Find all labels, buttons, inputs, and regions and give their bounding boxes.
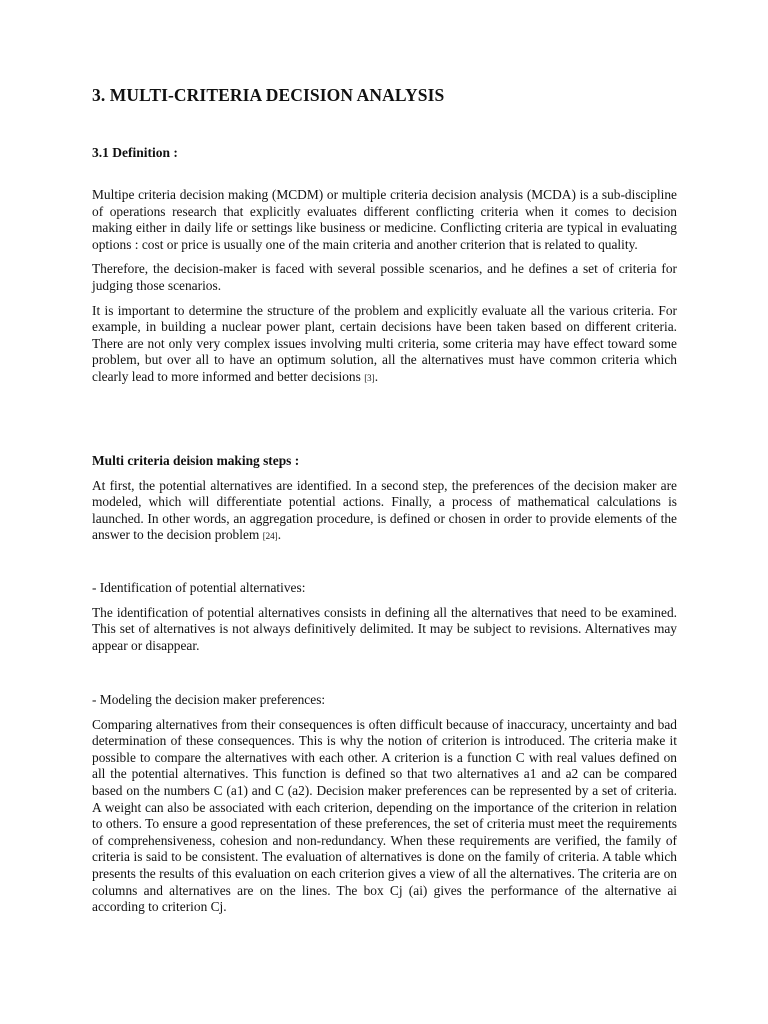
definition-paragraph-3-text: It is important to determine the structure of the problem and explicitly evaluate all the various criteria. For example, in building a nuclear power plant, certain decisions have been taken based on different criteria. There are not only very complex issues involving multi criteria, some criteria may have effect toward some problem, but over all to have an optimum solution, all the alternatives must have common criteria which clearly lead to more informed and better decisions	[92, 302, 677, 384]
modeling-heading: - Modeling the decision maker preferences:	[92, 692, 326, 707]
identification-section	[92, 580, 677, 654]
definition-paragraph-2: Therefore, the decision-maker is faced with several possible scenarios, and he defines a set of criteria for judging those scenarios.	[92, 261, 677, 293]
steps-end: .	[277, 527, 282, 543]
steps-section	[92, 453, 677, 545]
definition-paragraph-3	[92, 303, 677, 387]
modeling-section	[92, 692, 677, 916]
citation-ref: [3]	[364, 372, 375, 383]
steps-heading: Multi criteria deision making steps :	[92, 453, 300, 468]
chapter-title: 3. MULTI-CRITERIA DECISION ANALYSIS	[92, 85, 445, 105]
identification-paragraph: The identification of potential alternatives consists in defining all the alternatives that need to be examined. This set of alternatives is not always definitively delimited. It may be subject to revisions. Alternatives may appear or disappear.	[92, 604, 677, 653]
steps-paragraph	[92, 478, 677, 545]
definition-paragraph-1: Multipe criteria decision making (MCDM) or multiple criteria decision analysis (MCDA) is a sub-discipline of operations research that explicitly evaluates different conflicting criteria when it comes to decision making either in daily life or settings like business or medicine. Conflicting criteria are typical in evaluating options : cost or price is usually one of the main criteria and another criterion that is related to quality.	[92, 187, 677, 252]
citation-ref: [24]	[262, 531, 278, 542]
definition-paragraph-3-end: .	[374, 368, 379, 384]
definition-section	[92, 187, 677, 387]
section-title: 3.1 Definition :	[92, 145, 178, 160]
modeling-paragraph: Comparing alternatives from their consequences is often difficult because of inaccuracy, uncertainty and bad determination of these consequences. This is why the notion of criterion is introduced. The criteria make it possible to compare the alternatives with each other. A criterion is a function C with real values defined on all the potential alternatives. This function is defined so that two alternatives a1 and a2 can be compared based on the numbers C (a1) and C (a2). Decision maker preferences can be represented by a set of criteria. A weight can also be associated with each criterion, depending on the importance of the criterion in relation to others. To ensure a good representation of these preferences, the set of criteria must meet the requirements of comprehensiveness, cohesion and non-redundancy. When these requirements are verified, the family of criteria is said to be consistent. The evaluation of alternatives is done on the family of criteria. A table which presents the results of this evaluation on each criterion gives a view of all the alternatives. The criteria are on columns and alternatives are on the lines. The box Cj (ai) gives the performance of the alternative ai according to criterion Cj.	[92, 716, 677, 915]
steps-text: At first, the potential alternatives are identified. In a second step, the preferences of the decision maker are modeled, which will differentiate potential actions. Finally, a process of mathematical calculations is launched. In other words, an aggregation procedure, is defined or chosen in order to provide elements of the answer to the decision problem	[92, 477, 677, 543]
identification-heading: - Identification of potential alternatives:	[92, 580, 306, 595]
